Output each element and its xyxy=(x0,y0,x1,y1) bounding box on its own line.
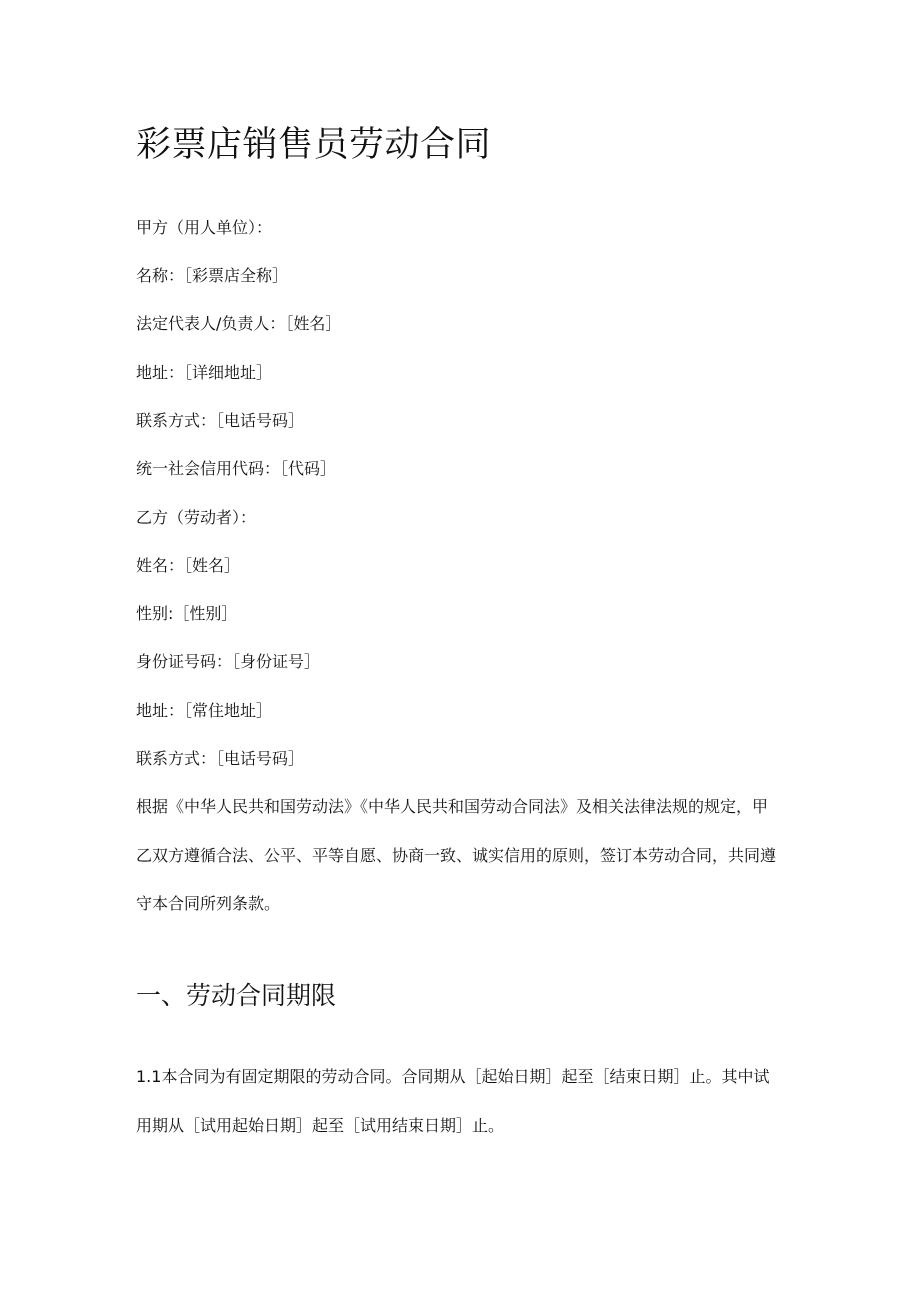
party-b-address: 地址：［常住地址］ xyxy=(136,701,273,720)
party-a-heading: 甲方（用人单位）： xyxy=(136,218,273,237)
party-a-credit-code: 统一社会信用代码：［代码］ xyxy=(136,459,337,478)
party-b-id-number: 身份证号码：［身份证号］ xyxy=(136,652,321,671)
clause-paragraph: 1.1本合同为有固定期限的劳动合同。合同期从［起始日期］起至［结束日期］止。其中试用期从［试用起始日期］起至［试用结束日期］止。 xyxy=(136,1067,770,1135)
document-title: 彩票店销售员劳动合同 xyxy=(136,125,492,165)
party-a-address: 地址：［详细地址］ xyxy=(136,363,273,382)
party-a-contact: 联系方式：［电话号码］ xyxy=(136,411,305,430)
party-b-name: 姓名：［姓名］ xyxy=(136,556,241,575)
party-a-name: 名称：［彩票店全称］ xyxy=(136,266,289,285)
section-heading: 一、劳动合同期限 xyxy=(136,981,337,1010)
party-b-heading: 乙方（劳动者）： xyxy=(136,508,257,527)
party-a-representative: 法定代表人/负责人：［姓名］ xyxy=(136,314,342,333)
preamble-paragraph: 根据《中华人民共和国劳动法》《中华人民共和国劳动合同法》及相关法律法规的规定，甲乙双方遵循合法、公平、平等自愿、协商一致、诚实信用的原则，签订本劳动合同，共同遵守本合同所列条款。 xyxy=(136,797,777,913)
party-b-contact: 联系方式：［电话号码］ xyxy=(136,749,305,768)
party-b-gender: 性别:［性别］ xyxy=(136,604,238,623)
